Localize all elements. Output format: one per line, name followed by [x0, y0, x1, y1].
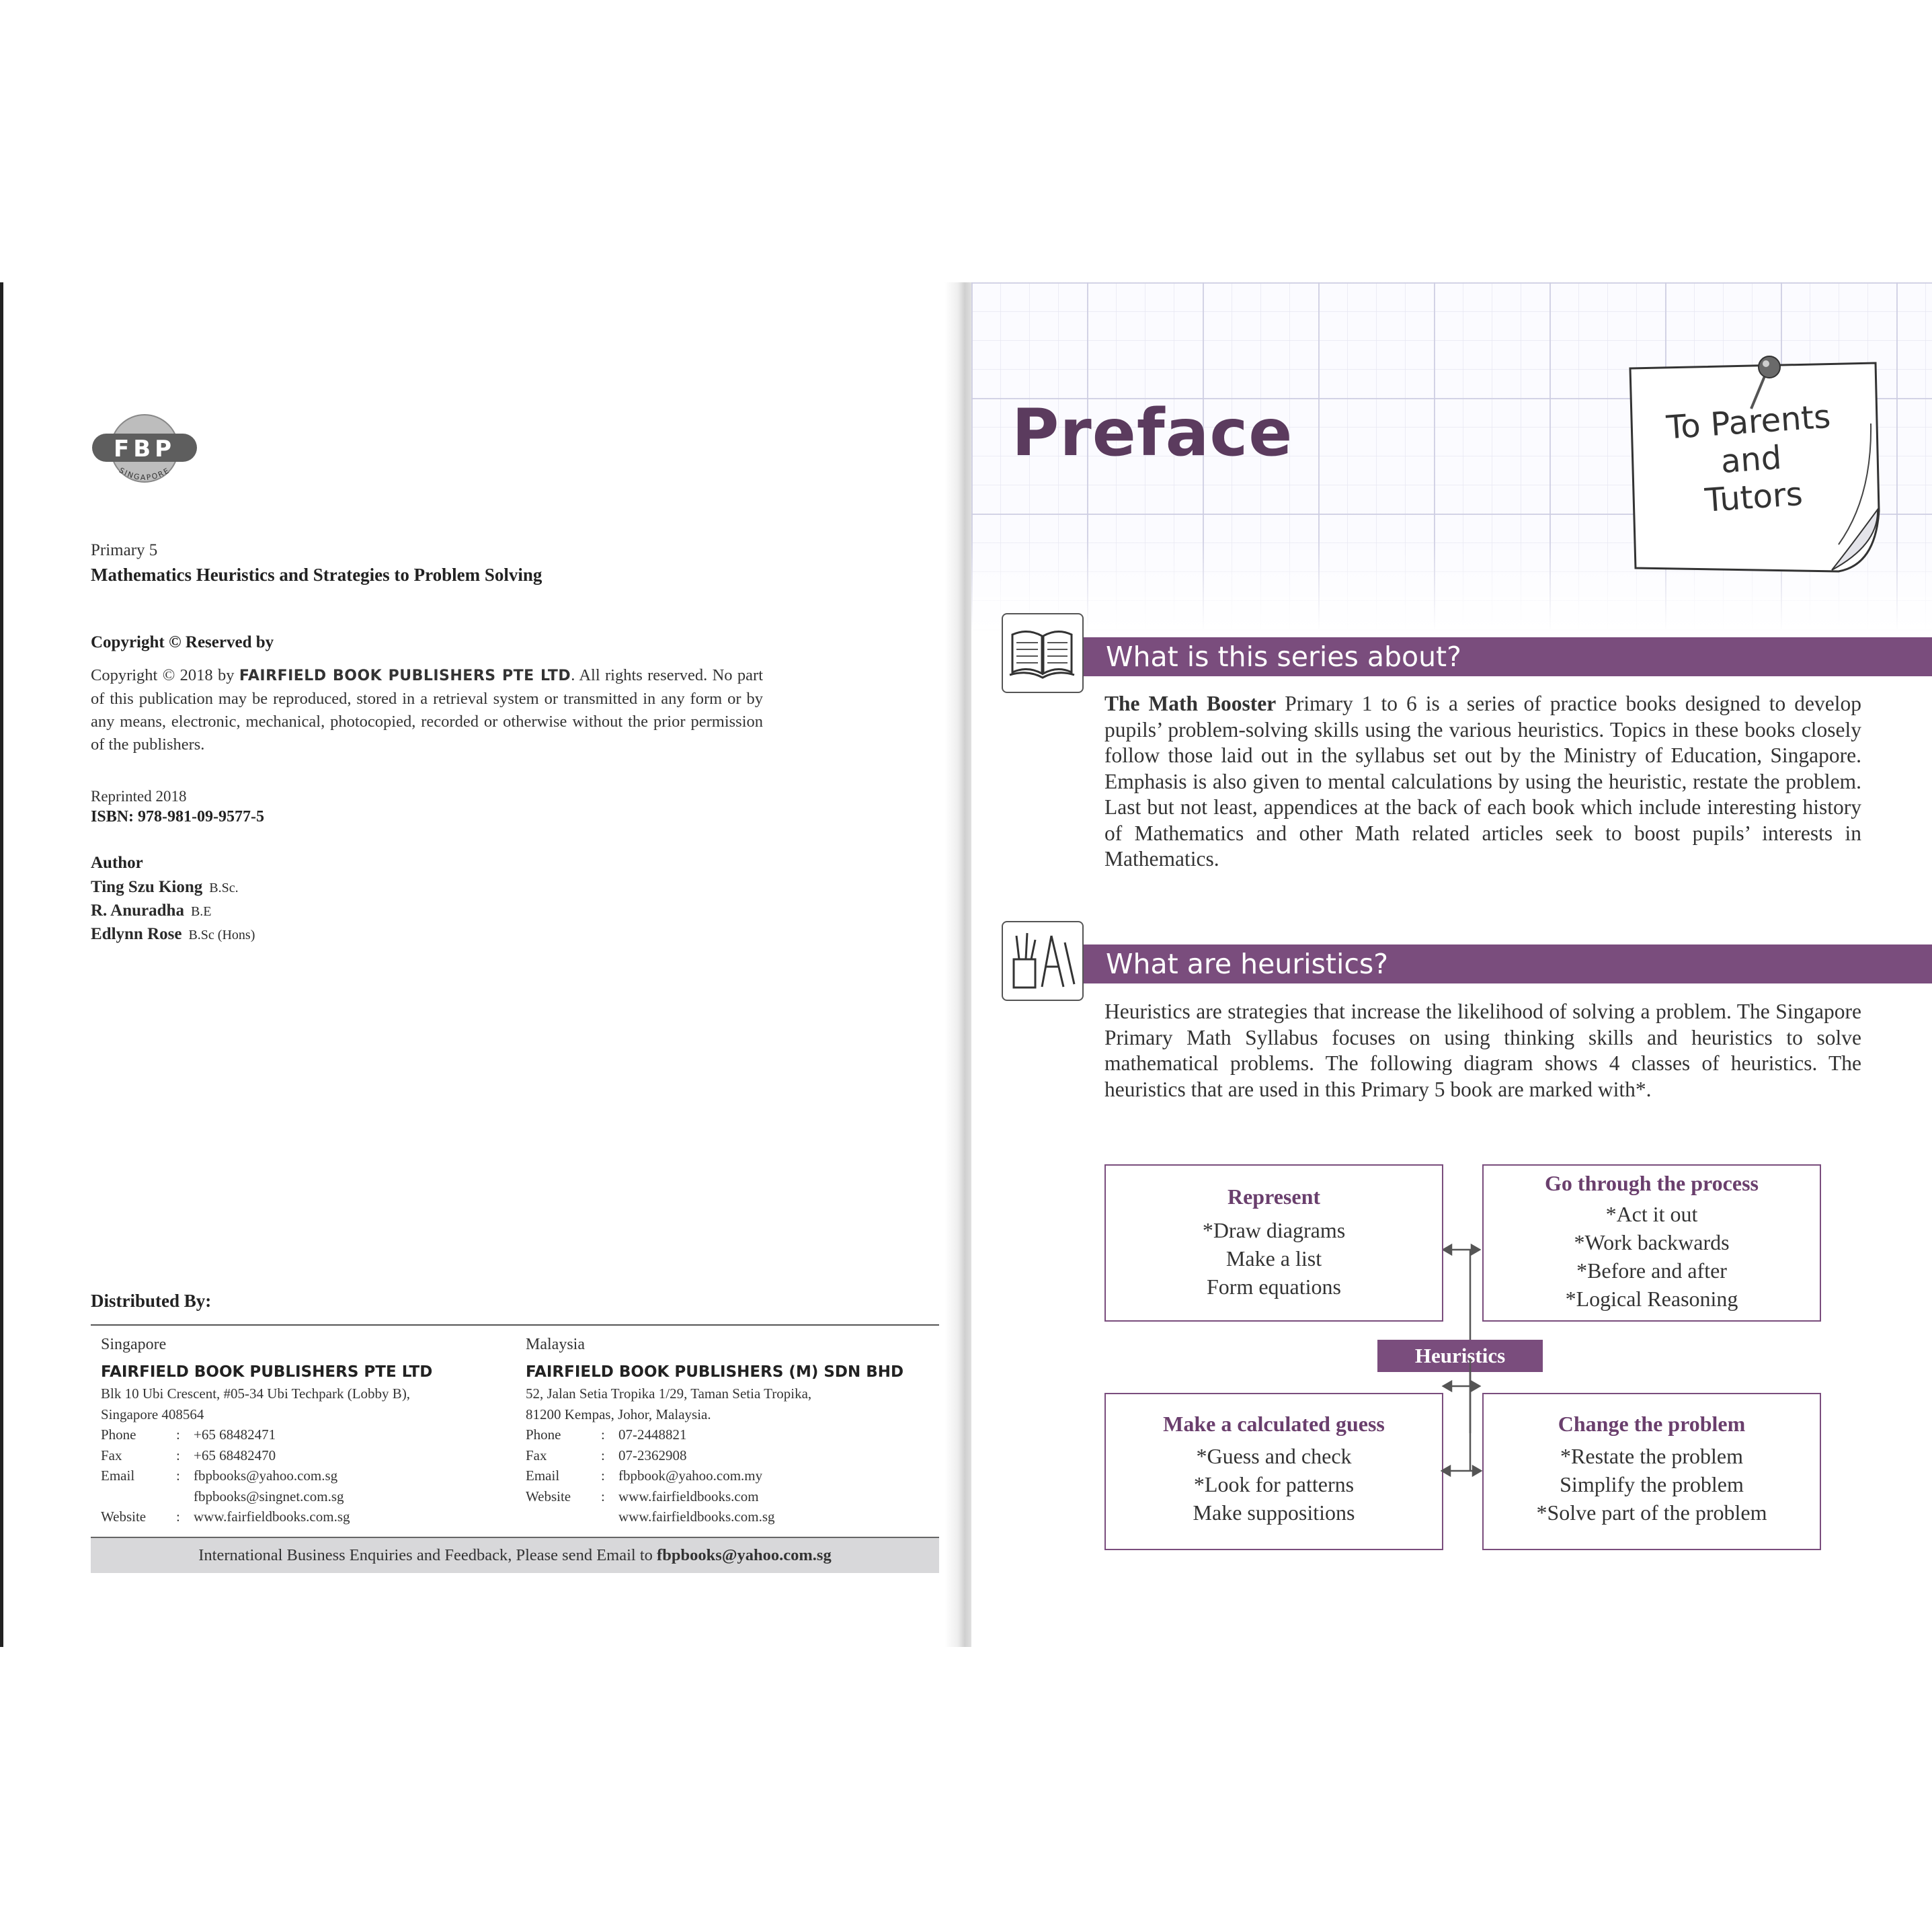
heuristic-box-represent: Represent *Draw diagrams Make a list Form equations	[1104, 1164, 1443, 1322]
copyright-heading: Copyright © Reserved by	[91, 633, 274, 651]
divider	[91, 1324, 939, 1326]
enquiry-bar: International Business Enquiries and Feedback, Please send Email to fbpbooks@yahoo.com.sg	[91, 1537, 939, 1573]
series-name: The Math Booster	[1104, 692, 1277, 715]
open-book-icon	[1002, 613, 1084, 693]
fbp-logo	[91, 413, 198, 494]
company-name: FAIRFIELD BOOK PUBLISHERS PTE LTD	[101, 1363, 433, 1381]
distributor-malaysia: Malaysia FAIRFIELD BOOK PUBLISHERS (M) SDN BHD 52, Jalan Setia Tropika 1/29, Taman Setia Tropika, 81200 Kempas, Johor, Malaysia. Phone : 07-2448821 Fax : 07-2362908 Email : fbpbook@yahoo.com.my Website : www.fairfieldbooks.com www.fairfieldbooks.com.sg	[526, 1334, 929, 1527]
heuristic-box-guess: Make a calculated guess *Guess and check *Look for patterns Make suppositions	[1104, 1393, 1443, 1550]
logo-subtext: SINGAPORE	[117, 466, 172, 483]
page-title: Preface	[1012, 395, 1293, 471]
distributed-by-heading: Distributed By:	[91, 1291, 212, 1311]
heuristic-box-change: Change the problem *Restate the problem Simplify the problem *Solve part of the problem	[1482, 1393, 1821, 1550]
copyright-notice: Copyright © 2018 by FAIRFIELD BOOK PUBLISHERS PTE LTD. All rights reserved. No part of this publication may be reproduced, stored in a retrieval system or transmitted in any form or by any means, electronic, mechanical, photocopied, recorded or otherwise without the prior permission of the publishers.	[91, 666, 763, 754]
copyright-body: No part of this publication may be reproduced, stored in a retrieval system or transmitted in any form or by any means, electronic, mechanical, photocopied, recorded or otherwise without the prior permission of the publishers.	[91, 666, 763, 754]
author-list	[91, 876, 255, 947]
book-spread	[0, 282, 1932, 1647]
copyright-company: FAIRFIELD BOOK PUBLISHERS PTE LTD	[239, 668, 571, 684]
section-2-heading: What are heuristics?	[1106, 948, 1389, 980]
preface-page	[971, 282, 1932, 1647]
heuristic-box-process: Go through the process *Act it out *Work backwards *Before and after *Logical Reasoning	[1482, 1164, 1821, 1322]
book-title: Mathematics Heuristics and Strategies to Problem Solving	[91, 565, 542, 585]
stationery-icon	[1002, 921, 1084, 1001]
company-name: FAIRFIELD BOOK PUBLISHERS (M) SDN BHD	[526, 1363, 904, 1381]
isbn: ISBN: 978-981-09-9577-5	[91, 808, 264, 826]
heuristics-center-label: Heuristics	[1377, 1340, 1543, 1372]
enquiry-email: fbpbooks@yahoo.com.sg	[657, 1546, 832, 1564]
diagram-connectors-lower	[1441, 1358, 1482, 1492]
author-row: Edlynn Rose B.Sc (Hons)	[91, 925, 255, 943]
section-1-body: The Math Booster Primary 1 to 6 is a series of practice books designed to develop pupils’ problem-solving skills using the various heuristics. Topics in these books closely follow those laid out in the syllabus set out by the Ministry of Education, Singapore. Emphasis is also given to mental calculations by using the heuristic, restate the problem. Last but not least, appendices at the back of each book which include interesting history of Mathematics and other Math related articles seek to boost pupils’ interests in Mathematics.	[1104, 692, 1861, 871]
section-1-heading: What is this series about?	[1106, 641, 1461, 673]
level-label: Primary 5	[91, 541, 158, 559]
reprint-label: Reprinted 2018	[91, 788, 187, 805]
note-text: To Parents and Tutors	[1665, 397, 1832, 520]
distributor-singapore: Singapore FAIRFIELD BOOK PUBLISHERS PTE LTD Blk 10 Ubi Crescent, #05-34 Ubi Techpark (Lobby B), Singapore 408564 Phone : +65 68482471 Fax : +65 68482470 Email : fbpbooks@yahoo.com.sg fbpbooks@singnet.com.sg Website : www.fairfieldbooks.com.sg	[101, 1334, 504, 1527]
section-2-body: Heuristics are strategies that increase the likelihood of solving a problem. The Singapore Primary Math Syllabus focuses on using thinking skills and heuristics to solve mathematical problems. The following diagram shows 4 classes of heuristics. The heuristics that are used in this Primary 5 book are marked with*.	[1104, 1000, 1861, 1101]
author-heading: Author	[91, 854, 143, 872]
author-row: R. Anuradha B.E	[91, 901, 212, 920]
logo-text: FBP	[113, 436, 176, 462]
page-edge	[0, 282, 3, 1647]
author-row: Ting Szu Kiong B.Sc.	[91, 878, 239, 896]
copyright-page	[0, 282, 968, 1647]
